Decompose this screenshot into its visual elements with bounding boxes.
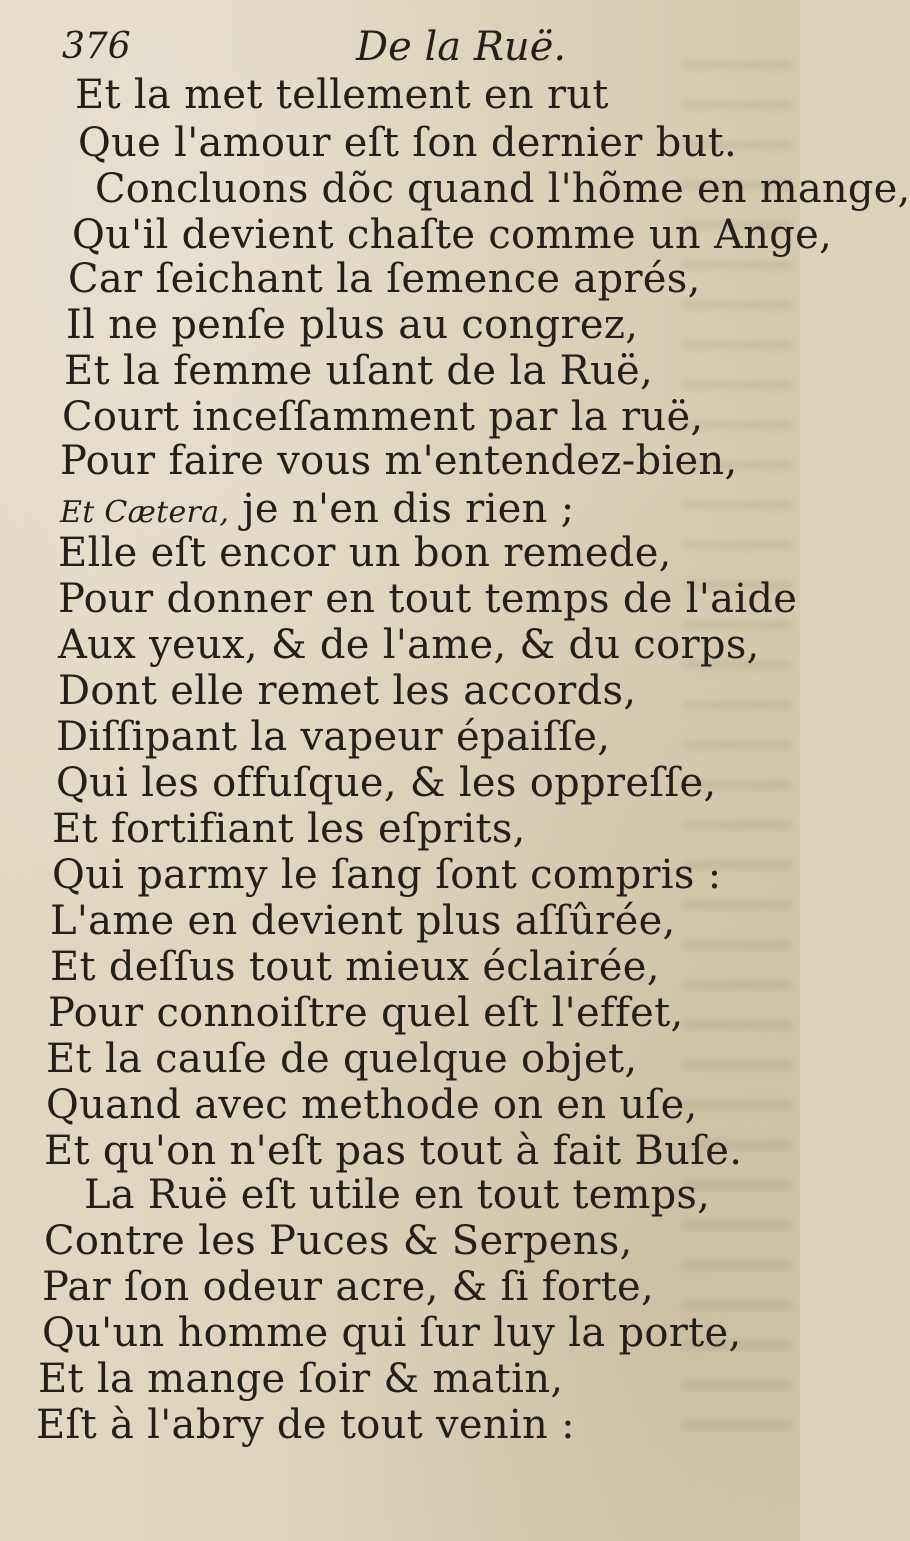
verse-line-28: Qu'un homme qui ſur luy la porte, (42, 1310, 742, 1356)
verse-line-10-text: je n'en dis rien ; (242, 486, 575, 532)
verse-line-21: Pour connoiſtre quel eſt l'effet, (48, 990, 684, 1036)
verse-line-23: Quand avec methode on en uſe, (46, 1082, 698, 1128)
page-header (0, 16, 800, 76)
verse-line-12: Pour donner en tout temps de l'aide (58, 576, 798, 622)
verse-line-22: Et la cauſe de quelque objet, (46, 1036, 638, 1082)
verse-line-9: Pour faire vous m'entendez-bien, (60, 438, 738, 484)
etcetera-phrase: Et Cætera, (60, 495, 230, 530)
verse-line-6: Il ne penſe plus au congrez, (66, 302, 639, 348)
running-title: De la Ruë. (356, 24, 567, 70)
verse-line-8: Court inceſſamment par la ruë, (62, 394, 704, 440)
verse-line-2: Que l'amour eſt ſon dernier but. (78, 120, 738, 166)
verse-line-11: Elle eſt encor un bon remede, (58, 530, 672, 576)
verse-line-15: Diſſipant la vapeur épaiſſe, (56, 714, 611, 760)
verse-line-24: Et qu'on n'eſt pas tout à fait Buſe. (44, 1128, 743, 1174)
verse-line-3: Concluons dõc quand l'hõme en mange, (95, 166, 910, 212)
verse-line-16: Qui les offuſque, & les oppreſſe, (56, 760, 717, 806)
verse-line-10 (60, 486, 575, 536)
verse-line-19: L'ame en devient plus aſſûrée, (50, 898, 676, 944)
verse-line-26: Contre les Puces & Serpens, (44, 1218, 633, 1264)
verse-line-25: La Ruë eſt utile en tout temps, (84, 1172, 711, 1218)
verse-line-13: Aux yeux, & de l'ame, & du corps, (58, 622, 760, 668)
verse-line-20: Et deſſus tout mieux éclairée, (50, 944, 660, 990)
verse-line-7: Et la femme uſant de la Ruë, (64, 348, 654, 394)
verse-line-1: Et la met tellement en rut (75, 72, 609, 118)
verse-line-17: Et fortifiant les eſprits, (52, 806, 526, 852)
verse-line-4: Qu'il devient chaſte comme un Ange, (72, 212, 833, 258)
verse-line-29: Et la mange ſoir & matin, (38, 1356, 564, 1402)
verse-line-27: Par ſon odeur acre, & ſi forte, (42, 1264, 654, 1310)
verse-line-5: Car ſeichant la ſemence aprés, (68, 256, 701, 302)
verse-line-18: Qui parmy le ſang ſont compris : (52, 852, 722, 898)
verse-line-30: Eſt à l'abry de tout venin : (36, 1402, 575, 1448)
page-number: 376 (62, 26, 131, 67)
verse-line-14: Dont elle remet les accords, (58, 668, 637, 714)
